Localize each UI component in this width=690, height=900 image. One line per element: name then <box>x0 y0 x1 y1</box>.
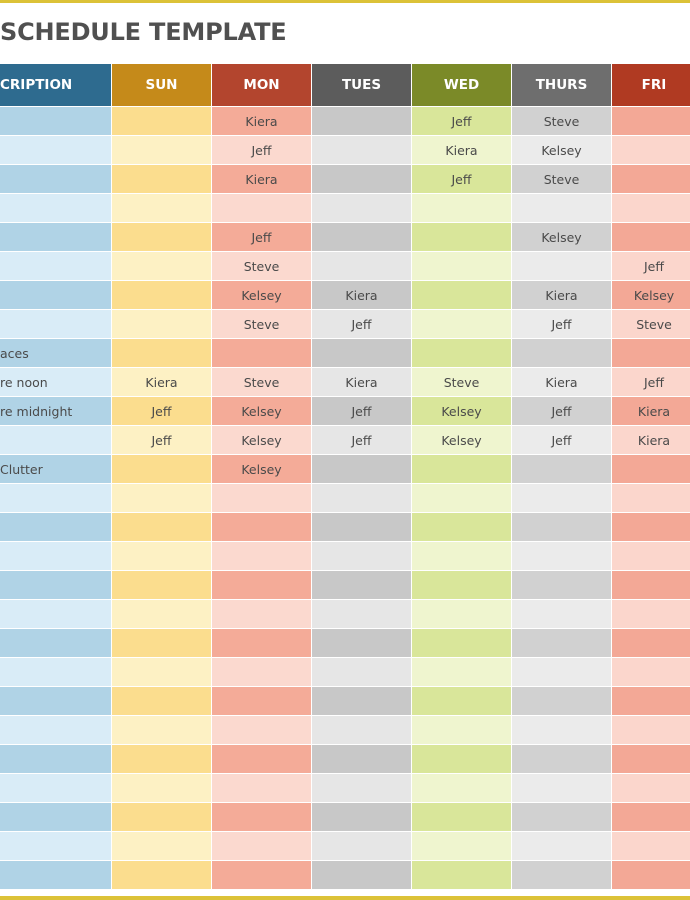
schedule-cell-wed[interactable]: Kiera <box>412 135 511 164</box>
schedule-cell-mon[interactable] <box>212 657 311 686</box>
schedule-cell-fri[interactable] <box>612 222 690 251</box>
schedule-cell-thurs[interactable] <box>512 338 611 367</box>
column-header-fri[interactable]: FRI <box>612 64 690 106</box>
schedule-cell-fri[interactable] <box>612 106 690 135</box>
schedule-cell-sun[interactable] <box>112 744 211 773</box>
column-header-mon[interactable]: MON <box>212 64 311 106</box>
schedule-cell-thurs[interactable] <box>512 483 611 512</box>
schedule-cell-wed[interactable] <box>412 744 511 773</box>
schedule-cell-wed[interactable] <box>412 657 511 686</box>
task-description-cell[interactable] <box>0 570 111 599</box>
schedule-cell-wed[interactable]: Steve <box>412 367 511 396</box>
schedule-cell-fri[interactable] <box>612 715 690 744</box>
schedule-cell-tues[interactable]: Kiera <box>312 280 411 309</box>
schedule-cell-fri[interactable] <box>612 628 690 657</box>
schedule-cell-fri[interactable] <box>612 686 690 715</box>
schedule-cell-mon[interactable] <box>212 541 311 570</box>
schedule-cell-sun[interactable] <box>112 657 211 686</box>
schedule-cell-mon[interactable] <box>212 483 311 512</box>
schedule-cell-sun[interactable] <box>112 338 211 367</box>
schedule-cell-tues[interactable] <box>312 222 411 251</box>
schedule-cell-mon[interactable]: Jeff <box>212 135 311 164</box>
schedule-cell-mon[interactable] <box>212 512 311 541</box>
task-description-cell[interactable] <box>0 164 111 193</box>
schedule-cell-wed[interactable] <box>412 802 511 831</box>
task-description-cell[interactable] <box>0 860 111 889</box>
schedule-cell-sun[interactable] <box>112 164 211 193</box>
schedule-cell-tues[interactable] <box>312 338 411 367</box>
schedule-cell-sun[interactable] <box>112 280 211 309</box>
schedule-cell-tues[interactable] <box>312 541 411 570</box>
schedule-cell-sun[interactable] <box>112 541 211 570</box>
schedule-cell-tues[interactable] <box>312 106 411 135</box>
schedule-cell-fri[interactable] <box>612 860 690 889</box>
column-header-thurs[interactable]: THURS <box>512 64 611 106</box>
task-description-cell[interactable] <box>0 715 111 744</box>
schedule-cell-sun[interactable]: Jeff <box>112 396 211 425</box>
schedule-cell-sun[interactable] <box>112 512 211 541</box>
task-description-cell[interactable] <box>0 744 111 773</box>
schedule-cell-thurs[interactable] <box>512 802 611 831</box>
schedule-cell-mon[interactable]: Steve <box>212 367 311 396</box>
bottom-border <box>0 896 690 900</box>
schedule-cell-thurs[interactable] <box>512 512 611 541</box>
schedule-cell-sun[interactable]: Kiera <box>112 367 211 396</box>
schedule-cell-wed[interactable] <box>412 338 511 367</box>
task-description-cell[interactable] <box>0 831 111 860</box>
column-header-description[interactable]: CRIPTION <box>0 64 111 106</box>
schedule-cell-wed[interactable] <box>412 831 511 860</box>
schedule-cell-fri[interactable] <box>612 454 690 483</box>
schedule-cell-thurs[interactable] <box>512 860 611 889</box>
column-header-tues[interactable]: TUES <box>312 64 411 106</box>
schedule-cell-thurs[interactable] <box>512 686 611 715</box>
schedule-cell-mon[interactable] <box>212 831 311 860</box>
schedule-cell-tues[interactable] <box>312 773 411 802</box>
schedule-cell-mon[interactable]: Steve <box>212 251 311 280</box>
schedule-cell-thurs[interactable] <box>512 193 611 222</box>
schedule-cell-mon[interactable] <box>212 338 311 367</box>
schedule-cell-tues[interactable] <box>312 657 411 686</box>
schedule-cell-sun[interactable] <box>112 222 211 251</box>
schedule-cell-wed[interactable] <box>412 773 511 802</box>
schedule-cell-tues[interactable] <box>312 251 411 280</box>
page-title: SCHEDULE TEMPLATE <box>0 18 287 46</box>
schedule-cell-thurs[interactable]: Steve <box>512 164 611 193</box>
schedule-cell-tues[interactable] <box>312 135 411 164</box>
schedule-cell-sun[interactable] <box>112 599 211 628</box>
schedule-cell-tues[interactable] <box>312 802 411 831</box>
task-description-cell[interactable] <box>0 628 111 657</box>
schedule-cell-thurs[interactable] <box>512 541 611 570</box>
schedule-cell-fri[interactable]: Jeff <box>612 251 690 280</box>
task-description-cell[interactable] <box>0 802 111 831</box>
schedule-cell-tues[interactable] <box>312 860 411 889</box>
task-description-cell[interactable] <box>0 251 111 280</box>
schedule-cell-tues[interactable] <box>312 628 411 657</box>
schedule-cell-fri[interactable] <box>612 193 690 222</box>
schedule-cell-thurs[interactable]: Jeff <box>512 309 611 338</box>
schedule-cell-fri[interactable] <box>612 773 690 802</box>
schedule-cell-mon[interactable]: Jeff <box>212 222 311 251</box>
schedule-cell-wed[interactable] <box>412 599 511 628</box>
schedule-cell-sun[interactable] <box>112 802 211 831</box>
schedule-cell-tues[interactable] <box>312 483 411 512</box>
schedule-cell-fri[interactable] <box>612 164 690 193</box>
column-header-sun[interactable]: SUN <box>112 64 211 106</box>
task-description-cell[interactable] <box>0 280 111 309</box>
task-description-cell[interactable] <box>0 541 111 570</box>
schedule-cell-wed[interactable] <box>412 541 511 570</box>
task-description-cell[interactable] <box>0 599 111 628</box>
schedule-cell-wed[interactable] <box>412 570 511 599</box>
schedule-cell-wed[interactable] <box>412 860 511 889</box>
schedule-cell-tues[interactable]: Jeff <box>312 396 411 425</box>
schedule-cell-tues[interactable] <box>312 686 411 715</box>
schedule-cell-fri[interactable] <box>612 599 690 628</box>
schedule-cell-thurs[interactable]: Kiera <box>512 280 611 309</box>
schedule-cell-wed[interactable] <box>412 251 511 280</box>
schedule-cell-thurs[interactable] <box>512 454 611 483</box>
schedule-cell-fri[interactable] <box>612 570 690 599</box>
schedule-cell-sun[interactable] <box>112 860 211 889</box>
schedule-cell-thurs[interactable] <box>512 831 611 860</box>
schedule-cell-thurs[interactable] <box>512 628 611 657</box>
schedule-cell-fri[interactable]: Kelsey <box>612 280 690 309</box>
schedule-cell-sun[interactable] <box>112 773 211 802</box>
schedule-cell-thurs[interactable] <box>512 251 611 280</box>
schedule-cell-tues[interactable] <box>312 164 411 193</box>
schedule-cell-wed[interactable] <box>412 628 511 657</box>
schedule-cell-sun[interactable] <box>112 831 211 860</box>
schedule-cell-thurs[interactable] <box>512 744 611 773</box>
schedule-cell-mon[interactable] <box>212 802 311 831</box>
schedule-cell-tues[interactable] <box>312 715 411 744</box>
schedule-cell-fri[interactable] <box>612 744 690 773</box>
schedule-cell-sun[interactable] <box>112 686 211 715</box>
schedule-cell-mon[interactable]: Kelsey <box>212 396 311 425</box>
schedule-cell-sun[interactable] <box>112 106 211 135</box>
schedule-cell-thurs[interactable]: Steve <box>512 106 611 135</box>
schedule-cell-wed[interactable] <box>412 715 511 744</box>
schedule-cell-mon[interactable] <box>212 193 311 222</box>
schedule-cell-thurs[interactable] <box>512 657 611 686</box>
schedule-cell-mon[interactable] <box>212 686 311 715</box>
schedule-cell-fri[interactable] <box>612 338 690 367</box>
schedule-cell-wed[interactable] <box>412 483 511 512</box>
schedule-cell-wed[interactable] <box>412 512 511 541</box>
schedule-cell-sun[interactable]: Jeff <box>112 425 211 454</box>
schedule-cell-thurs[interactable]: Kelsey <box>512 222 611 251</box>
schedule-cell-fri[interactable] <box>612 831 690 860</box>
schedule-cell-wed[interactable] <box>412 309 511 338</box>
schedule-cell-wed[interactable]: Jeff <box>412 106 511 135</box>
schedule-cell-wed[interactable] <box>412 222 511 251</box>
schedule-cell-thurs[interactable]: Kiera <box>512 367 611 396</box>
schedule-cell-wed[interactable]: Kelsey <box>412 425 511 454</box>
schedule-cell-thurs[interactable] <box>512 773 611 802</box>
schedule-cell-sun[interactable] <box>112 193 211 222</box>
schedule-cell-thurs[interactable] <box>512 715 611 744</box>
schedule-cell-mon[interactable] <box>212 715 311 744</box>
schedule-cell-fri[interactable]: Kiera <box>612 425 690 454</box>
task-description-cell[interactable] <box>0 106 111 135</box>
schedule-cell-mon[interactable] <box>212 860 311 889</box>
schedule-cell-tues[interactable] <box>312 599 411 628</box>
schedule-cell-sun[interactable] <box>112 628 211 657</box>
schedule-cell-thurs[interactable]: Jeff <box>512 396 611 425</box>
schedule-cell-mon[interactable] <box>212 744 311 773</box>
schedule-cell-mon[interactable]: Kiera <box>212 164 311 193</box>
schedule-cell-wed[interactable] <box>412 454 511 483</box>
schedule-cell-sun[interactable] <box>112 715 211 744</box>
schedule-cell-fri[interactable] <box>612 483 690 512</box>
task-description-cell[interactable]: aces <box>0 338 111 367</box>
schedule-cell-mon[interactable] <box>212 599 311 628</box>
schedule-cell-tues[interactable] <box>312 454 411 483</box>
schedule-cell-sun[interactable] <box>112 309 211 338</box>
schedule-cell-sun[interactable] <box>112 135 211 164</box>
task-description-cell[interactable] <box>0 222 111 251</box>
schedule-cell-mon[interactable] <box>212 570 311 599</box>
schedule-cell-wed[interactable]: Jeff <box>412 164 511 193</box>
schedule-cell-wed[interactable] <box>412 280 511 309</box>
task-description-cell[interactable] <box>0 193 111 222</box>
schedule-cell-thurs[interactable] <box>512 599 611 628</box>
schedule-cell-tues[interactable]: Jeff <box>312 309 411 338</box>
schedule-cell-wed[interactable]: Kelsey <box>412 396 511 425</box>
schedule-cell-tues[interactable] <box>312 570 411 599</box>
schedule-cell-mon[interactable]: Kelsey <box>212 425 311 454</box>
top-border <box>0 0 690 3</box>
schedule-cell-sun[interactable] <box>112 570 211 599</box>
schedule-cell-wed[interactable] <box>412 686 511 715</box>
schedule-cell-thurs[interactable]: Jeff <box>512 425 611 454</box>
task-description-cell[interactable] <box>0 483 111 512</box>
schedule-cell-fri[interactable] <box>612 135 690 164</box>
schedule-cell-tues[interactable] <box>312 831 411 860</box>
schedule-cell-tues[interactable] <box>312 744 411 773</box>
schedule-cell-sun[interactable] <box>112 251 211 280</box>
schedule-cell-tues[interactable] <box>312 512 411 541</box>
schedule-cell-sun[interactable] <box>112 454 211 483</box>
schedule-cell-wed[interactable] <box>412 193 511 222</box>
task-description-cell[interactable] <box>0 686 111 715</box>
schedule-cell-mon[interactable] <box>212 628 311 657</box>
schedule-cell-mon[interactable]: Kelsey <box>212 280 311 309</box>
task-description-cell[interactable]: re midnight <box>0 396 111 425</box>
schedule-cell-sun[interactable] <box>112 483 211 512</box>
task-description-cell[interactable] <box>0 512 111 541</box>
schedule-cell-fri[interactable]: Steve <box>612 309 690 338</box>
schedule-cell-fri[interactable] <box>612 657 690 686</box>
schedule-cell-fri[interactable] <box>612 512 690 541</box>
schedule-cell-mon[interactable] <box>212 773 311 802</box>
schedule-cell-fri[interactable]: Kiera <box>612 396 690 425</box>
task-description-cell[interactable] <box>0 309 111 338</box>
schedule-cell-thurs[interactable] <box>512 570 611 599</box>
schedule-cell-mon[interactable]: Steve <box>212 309 311 338</box>
schedule-cell-mon[interactable]: Kelsey <box>212 454 311 483</box>
task-description-cell[interactable] <box>0 135 111 164</box>
schedule-cell-fri[interactable] <box>612 541 690 570</box>
schedule-cell-fri[interactable] <box>612 802 690 831</box>
schedule-cell-mon[interactable]: Kiera <box>212 106 311 135</box>
task-description-cell[interactable] <box>0 657 111 686</box>
task-description-cell[interactable] <box>0 425 111 454</box>
schedule-cell-fri[interactable]: Jeff <box>612 367 690 396</box>
schedule-cell-tues[interactable]: Kiera <box>312 367 411 396</box>
schedule-cell-tues[interactable]: Jeff <box>312 425 411 454</box>
column-header-wed[interactable]: WED <box>412 64 511 106</box>
schedule-cell-tues[interactable] <box>312 193 411 222</box>
schedule-cell-thurs[interactable]: Kelsey <box>512 135 611 164</box>
task-description-cell[interactable] <box>0 773 111 802</box>
schedule-table <box>0 64 690 889</box>
task-description-cell[interactable]: re noon <box>0 367 111 396</box>
task-description-cell[interactable]: Clutter <box>0 454 111 483</box>
